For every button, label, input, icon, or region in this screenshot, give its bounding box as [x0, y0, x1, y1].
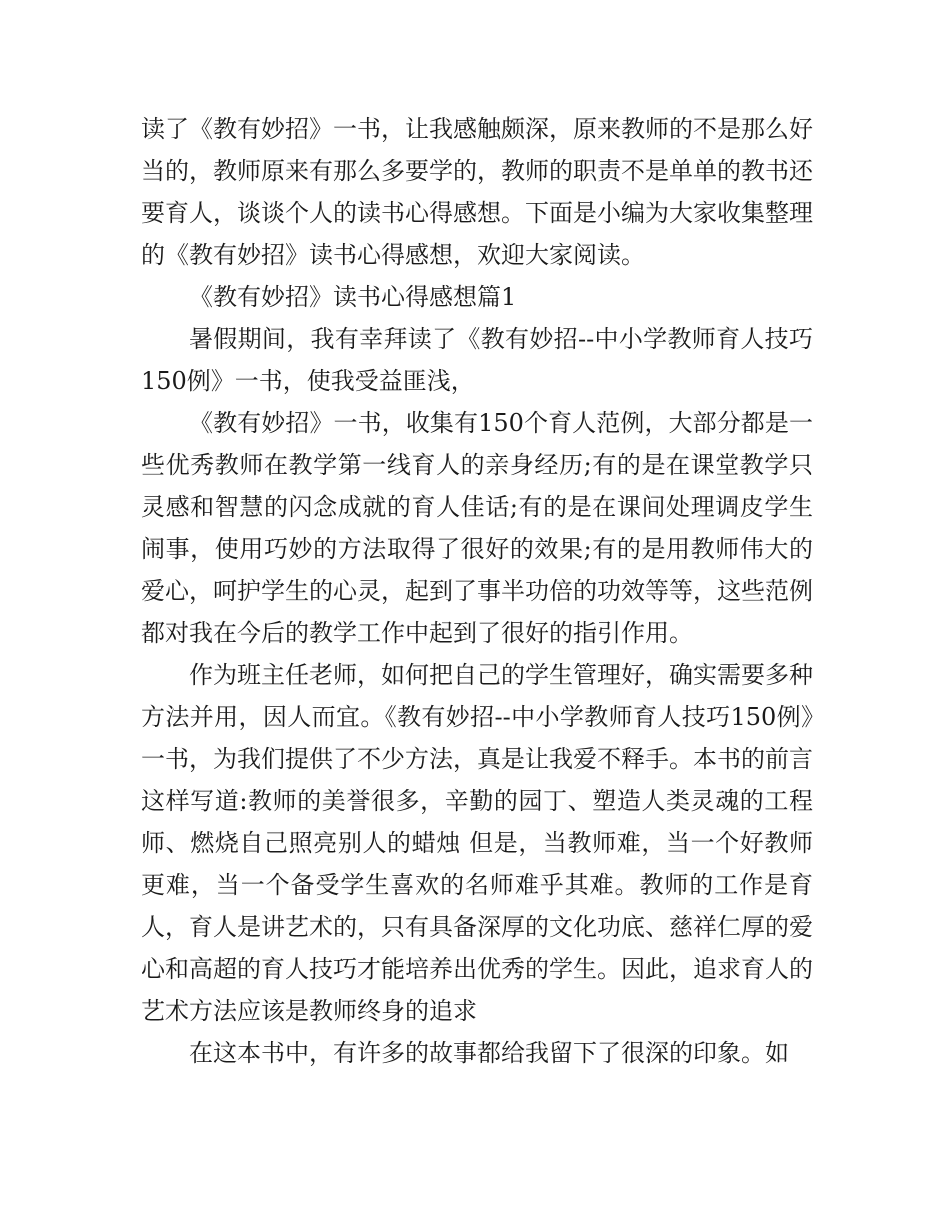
document-body	[141, 108, 813, 1074]
paragraph-3: 作为班主任老师，如何把自己的学生管理好，确实需要多种方法并用，因人而宜。《教有妙招--中小学教师育人技巧150例》一书，为我们提供了不少方法，真是让我爱不释手。本书的前言这样写道:教师的美誉很多，辛勤的园丁、塑造人类灵魂的工程师、燃烧自己照亮别人的蜡烛 但是，当教师难，当一个好教师更难，当一个备受学生喜欢的名师难乎其难。教师的工作是育人，育人是讲艺术的，只有具备深厚的文化功底、慈祥仁厚的爱心和高超的育人技巧才能培养出优秀的学生。因此，追求育人的艺术方法应该是教师终身的追求	[141, 661, 813, 1025]
section-heading: 《教有妙招》读书心得感想篇1	[189, 283, 517, 311]
paragraph-4: 在这本书中，有许多的故事都给我留下了很深的印象。如	[189, 1039, 789, 1067]
paragraph-1: 暑假期间，我有幸拜读了《教有妙招--中小学教师育人技巧150例》一书，使我受益匪浅，	[141, 325, 813, 395]
paragraph-intro: 读了《教有妙招》一书，让我感触颇深，原来教师的不是那么好当的，教师原来有那么多要学的，教师的职责不是单单的教书还要育人，谈谈个人的读书心得感想。下面是小编为大家收集整理的《教有妙招》读书心得感想，欢迎大家阅读。	[141, 115, 813, 269]
paragraph-2: 《教有妙招》一书，收集有150个育人范例，大部分都是一些优秀教师在教学第一线育人的亲身经历;有的是在课堂教学只灵感和智慧的闪念成就的育人佳话;有的是在课间处理调皮学生闹事，使用巧妙的方法取得了很好的效果;有的是用教师伟大的爱心，呵护学生的心灵，起到了事半功倍的功效等等，这些范例都对我在今后的教学工作中起到了很好的指引作用。	[141, 409, 813, 647]
